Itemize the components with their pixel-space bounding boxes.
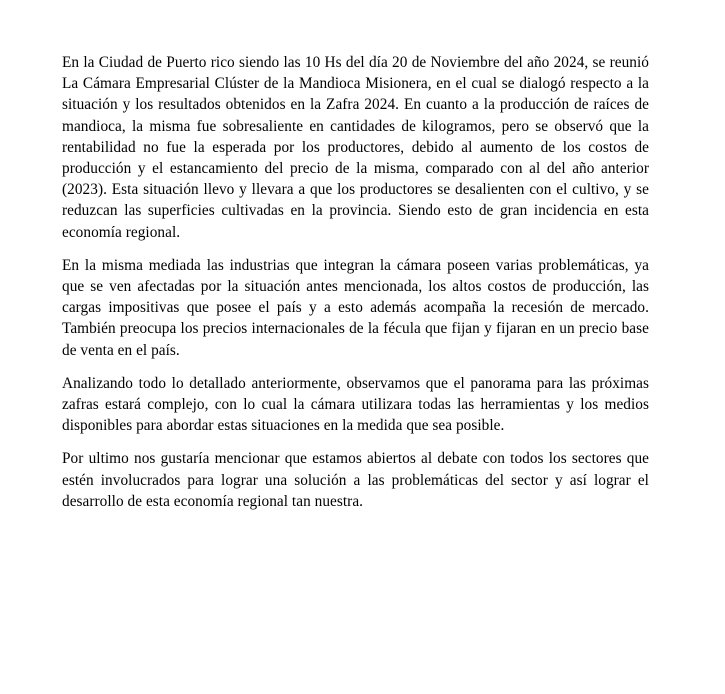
paragraph-4: Por ultimo nos gustaría mencionar que estamos abiertos al debate con todos los sectores que estén involucrados para lograr una solución a las problemáticas del sector y así lograr el desarrollo de esta economía regional tan nuestra. xyxy=(62,450,649,510)
paragraph-1: En la Ciudad de Puerto rico siendo las 10 Hs del día 20 de Noviembre del año 2024, se reunió La Cámara Empresarial Clúster de la Mandioca Misionera, en el cual se dialogó respecto a la situación y los resultados obtenidos en la Zafra 2024. En cuanto a la producción de raíces de mandioca, la misma fue sobresaliente en cantidades de kilogramos, pero se observó que la rentabilidad no fue la esperada por los productores, debido al aumento de los costos de producción y el estancamiento del precio de la misma, comparado con al del año anterior (2023). Esta situación llevo y llevara a que los productores se desalienten con el cultivo, y se reduzcan las superficies cultivadas en la provincia. Siendo esto de gran incidencia en esta economía regional. xyxy=(62,54,649,241)
paragraph-3: Analizando todo lo detallado anteriormente, observamos que el panorama para las próximas zafras estará complejo, con lo cual la cámara utilizara todas las herramientas y los medios disponibles para abordar estas situaciones en la medida que sea posible. xyxy=(62,374,649,435)
paragraph-2: En la misma mediada las industrias que integran la cámara poseen varias problemáticas, ya que se ven afectadas por la situación antes mencionada, los altos costos de producción, las cargas impositivas que posee el país y a esto además acompaña la recesión de mercado. También preocupa los precios internacionales de la fécula que fijan y fijaran en un precio base de venta en el país. xyxy=(62,256,649,359)
document-text-body xyxy=(62,52,649,512)
